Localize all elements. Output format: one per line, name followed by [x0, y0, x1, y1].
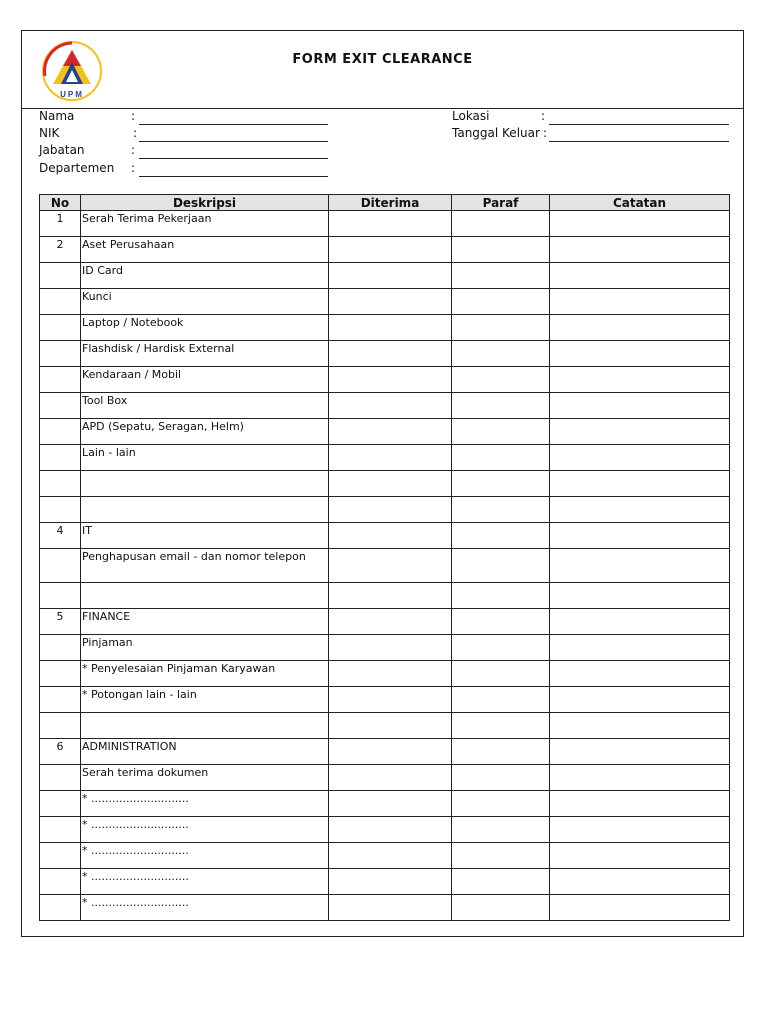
- cell-deskripsi: * ............................: [81, 843, 329, 869]
- cell-diterima[interactable]: [329, 687, 452, 713]
- cell-catatan[interactable]: [550, 393, 730, 419]
- cell-paraf[interactable]: [452, 471, 550, 497]
- cell-paraf[interactable]: [452, 739, 550, 765]
- field-label: Jabatan: [39, 143, 85, 157]
- cell-paraf[interactable]: [452, 367, 550, 393]
- cell-no: [40, 791, 81, 817]
- cell-diterima[interactable]: [329, 713, 452, 739]
- field-colon: :: [541, 109, 546, 123]
- lokasi-input-line[interactable]: [549, 124, 729, 125]
- cell-diterima[interactable]: [329, 263, 452, 289]
- cell-paraf[interactable]: [452, 791, 550, 817]
- cell-catatan[interactable]: [550, 817, 730, 843]
- cell-deskripsi: Penghapusan email - dan nomor telepon: [81, 549, 329, 583]
- table-header-row: [40, 195, 730, 211]
- cell-paraf[interactable]: [452, 765, 550, 791]
- logo-text: UPM: [60, 90, 84, 99]
- cell-catatan[interactable]: [550, 315, 730, 341]
- cell-paraf[interactable]: [452, 263, 550, 289]
- field-label: Lokasi: [452, 109, 490, 123]
- cell-paraf[interactable]: [452, 869, 550, 895]
- cell-paraf[interactable]: [452, 419, 550, 445]
- table-row: [40, 791, 730, 817]
- cell-diterima[interactable]: [329, 895, 452, 921]
- table-row: [40, 393, 730, 419]
- cell-no: [40, 817, 81, 843]
- table-row: [40, 419, 730, 445]
- cell-no: [40, 367, 81, 393]
- table-row: [40, 471, 730, 497]
- field-departemen: [39, 161, 329, 177]
- cell-paraf[interactable]: [452, 237, 550, 263]
- cell-paraf[interactable]: [452, 687, 550, 713]
- nik-input-line[interactable]: [139, 141, 328, 142]
- cell-catatan[interactable]: [550, 471, 730, 497]
- field-lokasi: [452, 109, 732, 125]
- cell-catatan[interactable]: [550, 713, 730, 739]
- cell-deskripsi: [81, 713, 329, 739]
- jabatan-input-line[interactable]: [139, 158, 328, 159]
- cell-no: 2: [40, 237, 81, 263]
- cell-catatan[interactable]: [550, 869, 730, 895]
- field-nik: [39, 126, 329, 142]
- cell-diterima[interactable]: [329, 635, 452, 661]
- cell-diterima[interactable]: [329, 843, 452, 869]
- cell-deskripsi: Pinjaman: [81, 635, 329, 661]
- clearance-table: [39, 194, 730, 921]
- field-label: Departemen: [39, 161, 115, 175]
- cell-deskripsi: FINANCE: [81, 609, 329, 635]
- cell-no: [40, 843, 81, 869]
- cell-paraf[interactable]: [452, 843, 550, 869]
- cell-deskripsi: * ............................: [81, 817, 329, 843]
- table-row: [40, 289, 730, 315]
- cell-catatan[interactable]: [550, 843, 730, 869]
- cell-no: [40, 583, 81, 609]
- cell-no: [40, 471, 81, 497]
- cell-no: [40, 341, 81, 367]
- cell-catatan[interactable]: [550, 497, 730, 523]
- cell-no: [40, 393, 81, 419]
- cell-catatan[interactable]: [550, 341, 730, 367]
- table-row: [40, 739, 730, 765]
- cell-paraf[interactable]: [452, 341, 550, 367]
- table-row: [40, 609, 730, 635]
- table-row: [40, 523, 730, 549]
- cell-diterima[interactable]: [329, 419, 452, 445]
- cell-catatan[interactable]: [550, 237, 730, 263]
- cell-catatan[interactable]: [550, 635, 730, 661]
- cell-diterima[interactable]: [329, 817, 452, 843]
- cell-diterima[interactable]: [329, 765, 452, 791]
- table-row: [40, 661, 730, 687]
- cell-deskripsi: [81, 471, 329, 497]
- field-colon: :: [131, 161, 136, 175]
- field-label: Tanggal Keluar: [452, 126, 540, 140]
- table-row: [40, 635, 730, 661]
- cell-diterima[interactable]: [329, 289, 452, 315]
- table-row: [40, 237, 730, 263]
- cell-paraf[interactable]: [452, 817, 550, 843]
- cell-diterima[interactable]: [329, 471, 452, 497]
- cell-deskripsi: IT: [81, 523, 329, 549]
- cell-no: 6: [40, 739, 81, 765]
- cell-no: [40, 445, 81, 471]
- field-colon: :: [543, 126, 548, 140]
- cell-deskripsi: Serah terima dokumen: [81, 765, 329, 791]
- cell-diterima[interactable]: [329, 367, 452, 393]
- cell-diterima[interactable]: [329, 869, 452, 895]
- cell-diterima[interactable]: [329, 341, 452, 367]
- cell-deskripsi: [81, 497, 329, 523]
- table-row: [40, 315, 730, 341]
- cell-deskripsi: APD (Sepatu, Seragan, Helm): [81, 419, 329, 445]
- cell-diterima[interactable]: [329, 549, 452, 583]
- cell-no: [40, 419, 81, 445]
- table-row: [40, 445, 730, 471]
- cell-deskripsi: * ............................: [81, 895, 329, 921]
- cell-catatan[interactable]: [550, 661, 730, 687]
- cell-no: 4: [40, 523, 81, 549]
- cell-catatan[interactable]: [550, 739, 730, 765]
- cell-deskripsi: Tool Box: [81, 393, 329, 419]
- employee-fields: [22, 109, 743, 189]
- header-no: No: [40, 195, 81, 211]
- table-row: [40, 687, 730, 713]
- cell-diterima[interactable]: [329, 237, 452, 263]
- cell-paraf[interactable]: [452, 393, 550, 419]
- upm-logo: [39, 40, 105, 102]
- field-label: NIK: [39, 126, 60, 140]
- cell-deskripsi: * Penyelesaian Pinjaman Karyawan: [81, 661, 329, 687]
- cell-catatan[interactable]: [550, 549, 730, 583]
- cell-catatan[interactable]: [550, 609, 730, 635]
- cell-deskripsi: Flashdisk / Hardisk External: [81, 341, 329, 367]
- field-nama: [39, 109, 329, 125]
- cell-paraf[interactable]: [452, 549, 550, 583]
- cell-diterima[interactable]: [329, 497, 452, 523]
- table-body: [40, 211, 730, 921]
- cell-no: 1: [40, 211, 81, 237]
- field-tanggal-keluar: [452, 126, 732, 142]
- cell-no: [40, 315, 81, 341]
- cell-catatan[interactable]: [550, 367, 730, 393]
- tanggal-keluar-input-line[interactable]: [549, 141, 729, 142]
- table-row: [40, 843, 730, 869]
- cell-deskripsi: Kunci: [81, 289, 329, 315]
- cell-paraf[interactable]: [452, 635, 550, 661]
- cell-deskripsi: Serah Terima Pekerjaan: [81, 211, 329, 237]
- cell-no: [40, 635, 81, 661]
- cell-no: [40, 895, 81, 921]
- field-colon: :: [131, 143, 136, 157]
- cell-paraf[interactable]: [452, 895, 550, 921]
- cell-paraf[interactable]: [452, 523, 550, 549]
- cell-catatan[interactable]: [550, 583, 730, 609]
- cell-paraf[interactable]: [452, 289, 550, 315]
- table-row: [40, 549, 730, 583]
- cell-catatan[interactable]: [550, 445, 730, 471]
- cell-no: [40, 263, 81, 289]
- cell-no: 5: [40, 609, 81, 635]
- cell-no: [40, 661, 81, 687]
- cell-diterima[interactable]: [329, 739, 452, 765]
- cell-catatan[interactable]: [550, 791, 730, 817]
- cell-catatan[interactable]: [550, 765, 730, 791]
- cell-no: [40, 289, 81, 315]
- cell-deskripsi: * ............................: [81, 869, 329, 895]
- cell-paraf[interactable]: [452, 497, 550, 523]
- cell-catatan[interactable]: [550, 523, 730, 549]
- cell-catatan[interactable]: [550, 211, 730, 237]
- cell-no: [40, 713, 81, 739]
- table-row: [40, 817, 730, 843]
- cell-deskripsi: Lain - lain: [81, 445, 329, 471]
- cell-no: [40, 765, 81, 791]
- cell-deskripsi: Kendaraan / Mobil: [81, 367, 329, 393]
- header-diterima: Diterima: [329, 195, 452, 211]
- nama-input-line[interactable]: [139, 124, 328, 125]
- cell-deskripsi: Laptop / Notebook: [81, 315, 329, 341]
- table-row: [40, 263, 730, 289]
- table-row: [40, 765, 730, 791]
- cell-diterima[interactable]: [329, 609, 452, 635]
- field-jabatan: [39, 143, 329, 159]
- cell-no: [40, 497, 81, 523]
- table-row: [40, 341, 730, 367]
- table-row: [40, 895, 730, 921]
- cell-paraf[interactable]: [452, 211, 550, 237]
- table-row: [40, 583, 730, 609]
- cell-deskripsi: [81, 583, 329, 609]
- field-colon: :: [131, 109, 136, 123]
- header-deskripsi: Deskripsi: [81, 195, 329, 211]
- cell-no: [40, 869, 81, 895]
- cell-paraf[interactable]: [452, 713, 550, 739]
- cell-catatan[interactable]: [550, 263, 730, 289]
- cell-paraf[interactable]: [452, 583, 550, 609]
- table-row: [40, 367, 730, 393]
- table-row: [40, 497, 730, 523]
- cell-paraf[interactable]: [452, 445, 550, 471]
- cell-no: [40, 549, 81, 583]
- cell-diterima[interactable]: [329, 393, 452, 419]
- table-row: [40, 869, 730, 895]
- table-row: [40, 713, 730, 739]
- header-catatan: Catatan: [550, 195, 730, 211]
- cell-catatan[interactable]: [550, 687, 730, 713]
- cell-diterima[interactable]: [329, 445, 452, 471]
- exit-clearance-form: [21, 30, 744, 937]
- cell-diterima[interactable]: [329, 791, 452, 817]
- cell-deskripsi: * Potongan lain - lain: [81, 687, 329, 713]
- cell-paraf[interactable]: [452, 661, 550, 687]
- cell-deskripsi: * ............................: [81, 791, 329, 817]
- cell-deskripsi: ID Card: [81, 263, 329, 289]
- cell-diterima[interactable]: [329, 583, 452, 609]
- header-paraf: Paraf: [452, 195, 550, 211]
- form-header: [22, 31, 743, 109]
- cell-deskripsi: ADMINISTRATION: [81, 739, 329, 765]
- field-label: Nama: [39, 109, 75, 123]
- cell-paraf[interactable]: [452, 315, 550, 341]
- field-colon: :: [133, 126, 138, 140]
- cell-diterima[interactable]: [329, 315, 452, 341]
- cell-paraf[interactable]: [452, 609, 550, 635]
- cell-deskripsi: Aset Perusahaan: [81, 237, 329, 263]
- cell-no: [40, 687, 81, 713]
- cell-diterima[interactable]: [329, 211, 452, 237]
- cell-catatan[interactable]: [550, 419, 730, 445]
- table-row: [40, 211, 730, 237]
- form-title: FORM EXIT CLEARANCE: [292, 52, 473, 67]
- cell-diterima[interactable]: [329, 523, 452, 549]
- departemen-input-line[interactable]: [139, 176, 328, 177]
- cell-catatan[interactable]: [550, 289, 730, 315]
- cell-catatan[interactable]: [550, 895, 730, 921]
- cell-diterima[interactable]: [329, 661, 452, 687]
